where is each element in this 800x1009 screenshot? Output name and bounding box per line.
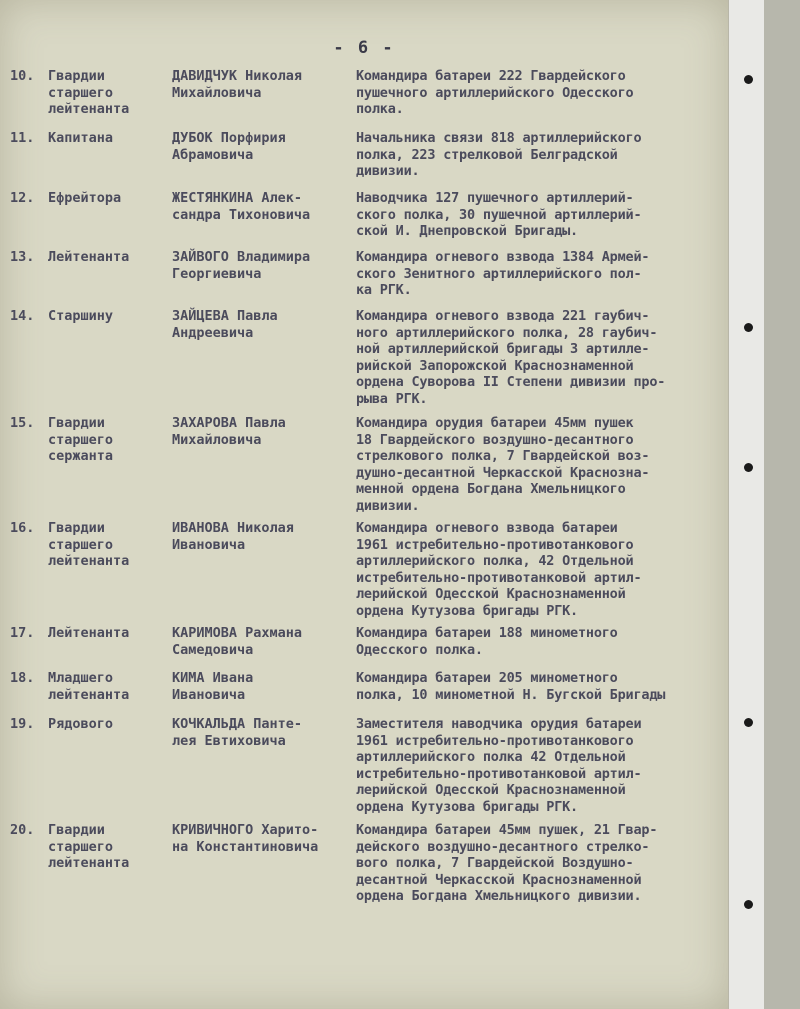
binder-hole [744, 463, 753, 472]
entry-name: ДАВИДЧУК Николая Михайловича [172, 68, 303, 101]
entry-position: Командира орудия батареи 45мм пушек 18 Гвардейского воздушно-десантного стрелкового полка, 7 Гвардейской воз- душно-десантной Черкасской Краснозна- менной ордена Богдана Хмельницкого дивизии. [356, 415, 650, 514]
entry-position: Командира огневого взвода 221 гаубич- ного артиллерийского полка, 28 гаубич- ной артиллерийской бригады 3 артилле- рийской Запорожской Краснознаменной ордена Суворова II Степени дивизии про- рыва РГК. [356, 308, 666, 407]
entry-position: Командира огневого взвода 1384 Армей- ского Зенитного артиллерийского пол- ка РГК. [356, 249, 650, 298]
entry-number: 17. [10, 625, 35, 641]
entry-rank: Рядового [48, 716, 114, 732]
entry-position: Командира огневого взвода батареи 1961 истребительно-противотанкового артиллерийского полка, 42 Отдельной истребительно-противотанковой артил- лерийской Одесской Краснознаменной ордена Кутузова бригады РГК. [356, 520, 642, 619]
binder-hole [744, 900, 753, 909]
entry-number: 11. [10, 130, 35, 146]
entry-rank: Лейтенанта [48, 249, 130, 265]
page-number: - 6 - [333, 38, 395, 58]
entry-name: КРИВИЧНОГО Харито- на Константиновича [172, 822, 319, 855]
entry-rank: Гвардии старшего лейтенанта [48, 68, 130, 117]
entry-number: 12. [10, 190, 35, 206]
entry-number: 19. [10, 716, 35, 732]
entry-position: Заместителя наводчика орудия батареи 1961 истребительно-противотанкового артиллерийского полка 42 Отдельной истребительно-противотанковой артил- лерийской Одесской Краснознаменной ордена Кутузова бригады РГК. [356, 716, 642, 815]
entry-position: Командира батареи 222 Гвардейского пушечного артиллерийского Одесского полка. [356, 68, 634, 117]
entry-position: Командира батареи 45мм пушек, 21 Гвар- дейского воздушно-десантного стрелко- вого полка, 7 Гвардейской Воздушно- десантной Черкасской Краснознаменной ордена Богдана Хмельницкого дивизии. [356, 822, 658, 904]
page-edge [728, 0, 765, 1009]
entry-number: 18. [10, 670, 35, 686]
entry-number: 14. [10, 308, 35, 324]
entry-name: КОЧКАЛЬДА Панте- лея Евтиховича [172, 716, 303, 749]
binder-hole [744, 75, 753, 84]
entry-name: ИВАНОВА Николая Ивановича [172, 520, 294, 553]
entry-name: ЗАЙВОГО Владимира Георгиевича [172, 249, 311, 282]
binding-strip [764, 0, 800, 1009]
entry-position: Наводчика 127 пушечного артиллерий- ского полка, 30 пушечной артиллерий- ской И. Днепровской Бригады. [356, 190, 642, 239]
binder-hole [744, 718, 753, 727]
entry-number: 15. [10, 415, 35, 431]
entry-name: ДУБОК Порфирия Абрамовича [172, 130, 286, 163]
entry-rank: Старшину [48, 308, 114, 324]
entry-rank: Ефрейтора [48, 190, 122, 206]
entry-number: 16. [10, 520, 35, 536]
entry-position: Командира батареи 205 минометного полка, 10 минометной Н. Бугской Бригады [356, 670, 666, 703]
entry-name: ЖЕСТЯНКИНА Алек- сандра Тихоновича [172, 190, 311, 223]
binder-hole [744, 323, 753, 332]
entry-name: ЗАХАРОВА Павла Михайловича [172, 415, 286, 448]
entry-position: Командира батареи 188 минометного Одесского полка. [356, 625, 618, 658]
entry-rank: Гвардии старшего сержанта [48, 415, 114, 464]
entry-number: 20. [10, 822, 35, 838]
entry-rank: Лейтенанта [48, 625, 130, 641]
entry-rank: Младшего лейтенанта [48, 670, 130, 703]
entry-rank: Капитана [48, 130, 114, 146]
entry-position: Начальника связи 818 артиллерийского полка, 223 стрелковой Белградской дивизии. [356, 130, 642, 179]
entry-number: 10. [10, 68, 35, 84]
entry-rank: Гвардии старшего лейтенанта [48, 822, 130, 871]
entry-rank: Гвардии старшего лейтенанта [48, 520, 130, 569]
entry-name: КИМА Ивана Ивановича [172, 670, 254, 703]
entry-name: ЗАЙЦЕВА Павла Андреевича [172, 308, 278, 341]
entry-name: КАРИМОВА Рахмана Самедовича [172, 625, 303, 658]
entry-number: 13. [10, 249, 35, 265]
